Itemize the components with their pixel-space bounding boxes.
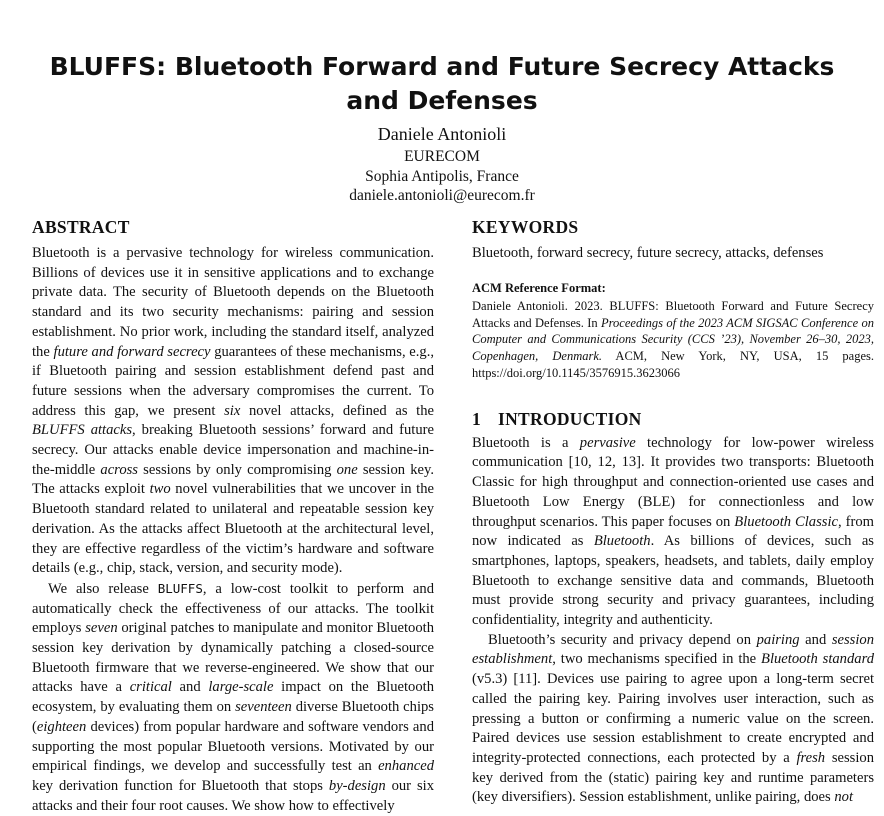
abstract-paragraph-1: Bluetooth is a pervasive technology for wireless communication. Billions of devices use it in sensitive applications and to exchange private data. The security of Bluetooth depends on the Bluetooth standard and its two security mechanisms: pairing and session establishment. No prior work, including the standard itself, analyzed the future and forward secrecy guarantees of these mechanisms, e.g., if Bluetooth pairing and session establishment defend past and future sessions when the adversary compromises the current. To address this gap, we present six novel attacks, defined as the BLUFFS attacks, breaking Bluetooth sessions’ forward and future secrecy. Our attacks enable device impersonation and machine-in-the-middle across sessions by only compromising one session key. The attacks exploit two novel vulnerabilities that we uncover in the Bluetooth standard related to unilateral and repeatable session key derivation. As the attacks affect Bluetooth at the architectural level, they are effective regardless of the victim’s hardware and software details (e.g., chip, stack, version, and security mode). <box>32 245 435 577</box>
abstract-heading: ABSTRACT <box>32 217 130 237</box>
left-column <box>32 216 434 816</box>
section-number: 1 <box>472 408 482 429</box>
keywords-heading: KEYWORDS <box>472 217 579 237</box>
introduction-paragraph-2: Bluetooth’s security and privacy depend on pairing and session establishment, two mechanisms specified in the Bluetooth standard (v5.3) [11]. Devices use pairing to agree upon a long-term secret called the pairing key. Pairing involves user interaction, such as pressing a button or confirming a numeric value on the screen. Paired devices use session establishment to create encrypted and integrity-protected connections, each protected by a fresh session key derived from the (static) pairing key and runtime parameters (key diversifiers). Session establishment, unlike pairing, does not <box>472 631 875 806</box>
acm-reference-heading: ACM Reference Format: <box>472 280 606 295</box>
keywords-list: Bluetooth, forward secrecy, future secrecy, attacks, defenses <box>472 245 824 261</box>
introduction-paragraph-1: Bluetooth is a pervasive technology for low-power wireless communication [10, 12, 13]. It provides two transports: Bluetooth Classic for high throughput and connection-oriented use cases and Bluetooth Low Energy (BLE) for connectionless and low throughput scenarios. This paper focuses on Bluetooth Classic, from now indicated as Bluetooth. As billions of devices, such as smartphones, laptops, speakers, headsets, and tablets, daily employ Bluetooth to exchange sensitive data and commands, Bluetooth must provide strong security and privacy guarantees, including confidentiality, integrity and authenticity. <box>472 434 874 629</box>
author-email: daniele.antonioli@eurecom.fr <box>349 187 535 204</box>
paper-title: BLUFFS: Bluetooth Forward and Future Secrecy Attacks and Defenses <box>49 52 835 115</box>
right-column <box>472 216 874 808</box>
acm-reference-text: Daniele Antonioli. 2023. BLUFFS: Bluetooth Forward and Future Secrecy Attacks and Defenses. In Proceedings of the 2023 ACM SIGSAC Conference on Computer and Communications Security (CCS ’23), November 26–30, 2023, Copenhagen, Denmark. ACM, New York, NY, USA, 15 pages. https://doi.org/10.1145/3576915.3623066 <box>472 298 874 380</box>
author-affiliation: EURECOM <box>404 148 480 165</box>
introduction-heading: 1 INTRODUCTION <box>472 408 642 429</box>
author-location: Sophia Antipolis, France <box>365 168 519 185</box>
abstract-paragraph-2: We also release BLUFFS, a low-cost toolkit to perform and automatically check the effectiveness of our attacks. The toolkit employs seven original patches to manipulate and monitor Bluetooth session key derivation by dynamically patching a closed-source Bluetooth firmware that we reverse-engineered. We show that our attacks have a critical and large-scale impact on the Bluetooth ecosystem, by evaluating them on seventeen diverse Bluetooth chips (eighteen devices) from popular hardware and software vendors and supporting the most popular Bluetooth versions. Motivated by our empirical findings, we develop and successfully test an enhanced key derivation function for Bluetooth that stops by-design our six attacks and their four root causes. We show how to effectively <box>32 580 434 814</box>
author-name: Daniele Antonioli <box>377 124 507 144</box>
